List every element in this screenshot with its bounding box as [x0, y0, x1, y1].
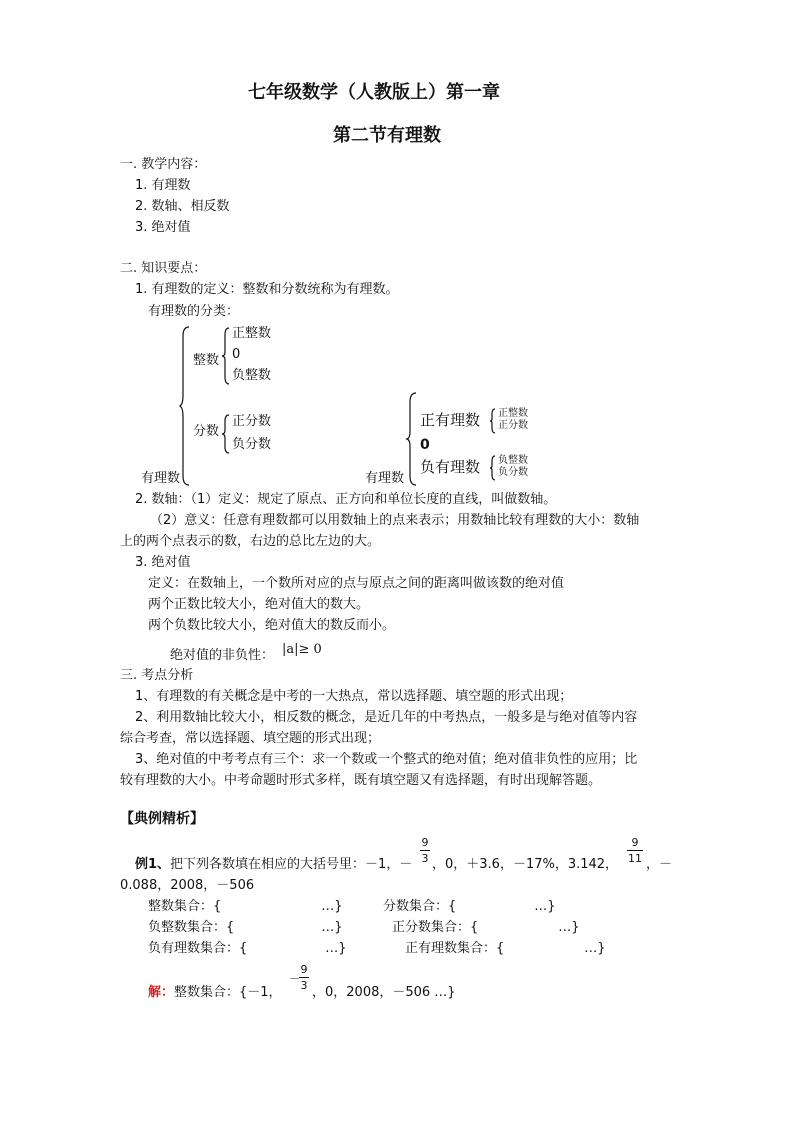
- set-label: 整数集合：{: [148, 899, 222, 914]
- non-negativity-label: 绝对值的非负性：: [170, 648, 275, 663]
- tree1-zero: 0: [232, 347, 241, 362]
- analysis-line-2: 2、利用数轴比较大小，相反数的概念，是近几年的中考热点，一般多是与绝对值等内容: [135, 710, 638, 725]
- set-close: …}: [558, 920, 580, 935]
- solution-label: 解：: [148, 985, 175, 1000]
- tree2-pos-frac: 正分数: [498, 420, 528, 431]
- page-subtitle: 第二节有理数: [333, 125, 441, 146]
- fraction-bar: [420, 850, 430, 851]
- tree2-pos-int: 正整数: [498, 408, 528, 419]
- fraction-brace: [222, 414, 230, 454]
- tree2-neg: 负有理数: [420, 458, 481, 476]
- set-close: …}: [321, 920, 343, 935]
- set-close: …}: [321, 899, 343, 914]
- set-close: …}: [534, 899, 556, 914]
- section-2-heading: 二. 知识要点：: [120, 261, 207, 276]
- tree2-zero: 0: [420, 437, 430, 453]
- list-item: 3. 绝对值: [135, 220, 191, 235]
- example-label: 例1、: [135, 857, 171, 872]
- set-pos-rational: [405, 941, 606, 957]
- tree1-integer: 整数: [193, 353, 220, 368]
- fraction-denominator: 11: [628, 852, 642, 865]
- set-pos-frac: [392, 920, 580, 936]
- positive-compare: 两个正数比较大小，绝对值大的数大。: [148, 597, 370, 612]
- set-label: 正有理数集合：{: [405, 941, 505, 956]
- neg-brace: [490, 455, 496, 481]
- tree1-fraction: 分数: [193, 424, 220, 439]
- set-neg-int: [148, 920, 343, 936]
- number-line-meaning: （2）意义：任意有理数都可以用数轴上的点来表示；用数轴比较有理数的大小：数轴: [150, 513, 640, 528]
- non-negativity-formula: |a|≥ 0: [282, 642, 322, 657]
- solution-text-cont: ，0，2008，－506 …}: [312, 985, 456, 1000]
- set-label: 分数集合：{: [383, 899, 457, 914]
- analysis-line-3: 3、绝对值的中考考点有三个：求一个数或一个整式的绝对值；绝对值非负性的应用；比: [135, 752, 638, 767]
- analysis-line-1: 1、有理数的有关概念是中考的一大热点，常以选择题、填空题的形式出现；: [135, 689, 573, 704]
- classification-label: 有理数的分类：: [148, 304, 240, 319]
- example-text-end: ，－: [646, 857, 673, 872]
- analysis-line-2-cont: 综合考查，常以选择题、填空题的形式出现；: [120, 731, 381, 746]
- solution-text: 整数集合：{－1，: [174, 985, 282, 1000]
- example-question-line-2: 0.088，2008，－506: [120, 878, 255, 893]
- list-item: 1. 有理数: [135, 178, 191, 193]
- example-heading: 【典例精析】: [120, 811, 204, 827]
- set-label: 负有理数集合：{: [148, 941, 248, 956]
- negative-compare: 两个负数比较大小，绝对值大的数反而小。: [148, 618, 396, 633]
- tree1-neg-int: 负整数: [232, 368, 272, 383]
- absolute-value-definition: 定义：在数轴上，一个数所对应的点与原点之间的距离叫做该数的绝对值: [148, 576, 565, 591]
- outer-brace: [180, 326, 190, 486]
- tree2-pos: 正有理数: [420, 411, 481, 429]
- set-neg-rational: [148, 941, 347, 957]
- number-line-meaning-cont: 上的两个点表示的数，右边的总比左边的大。: [120, 534, 381, 549]
- set-label: 正分数集合：{: [392, 920, 479, 935]
- example-text: 把下列各数填在相应的大括号里：－1，－: [170, 857, 413, 872]
- set-close: …}: [584, 941, 606, 956]
- tree2-neg-int: 负整数: [498, 455, 528, 466]
- analysis-line-3-cont: 较有理数的大小。中考命题时形式多样，既有填空题又有选择题，有时出现解答题。: [120, 773, 602, 788]
- outer-brace: [407, 392, 417, 486]
- section-1-heading: 一. 教学内容：: [120, 157, 207, 172]
- set-fraction: [383, 899, 556, 915]
- fraction-denominator: 3: [300, 979, 308, 992]
- section-3-heading: 三. 考点分析: [120, 668, 194, 683]
- fraction-9-3: [420, 836, 430, 865]
- fraction-denominator: 3: [421, 852, 429, 865]
- tree1-pos-int: 正整数: [232, 326, 272, 341]
- fraction-numerator: 9: [631, 836, 639, 849]
- pos-brace: [490, 408, 496, 434]
- list-item: 2. 数轴、相反数: [135, 199, 230, 214]
- set-label: 负整数集合：{: [148, 920, 235, 935]
- number-line-definition: 2. 数轴：（1）定义：规定了原点、正方向和单位长度的直线，叫做数轴。: [135, 492, 557, 507]
- page-title: 七年级数学（人教版上）第一章: [248, 82, 500, 103]
- fraction-bar: [299, 977, 309, 978]
- solution-line: [148, 985, 282, 1001]
- tree2-neg-frac: 负分数: [498, 467, 528, 478]
- fraction-numerator: 9: [421, 836, 429, 849]
- example-question: [135, 857, 412, 873]
- tree1-pos-frac: 正分数: [232, 414, 272, 429]
- integer-brace: [222, 327, 230, 385]
- solution-fraction-sign: －: [289, 972, 300, 985]
- set-close: …}: [325, 941, 347, 956]
- tree1-neg-frac: 负分数: [232, 437, 272, 452]
- fraction-numerator: 9: [300, 963, 308, 976]
- definition-text: 1. 有理数的定义：整数和分数统称为有理数。: [135, 282, 399, 297]
- example-text-cont: ，0，＋3.6，－17%，3.142，: [432, 857, 619, 872]
- tree2-root: 有理数: [365, 471, 405, 486]
- fraction-bar: [627, 850, 643, 851]
- tree1-root: 有理数: [141, 471, 181, 486]
- absolute-value-heading: 3. 绝对值: [135, 555, 191, 570]
- fraction-9-11: [627, 836, 643, 865]
- set-integer: [148, 899, 343, 915]
- solution-fraction: [299, 963, 309, 992]
